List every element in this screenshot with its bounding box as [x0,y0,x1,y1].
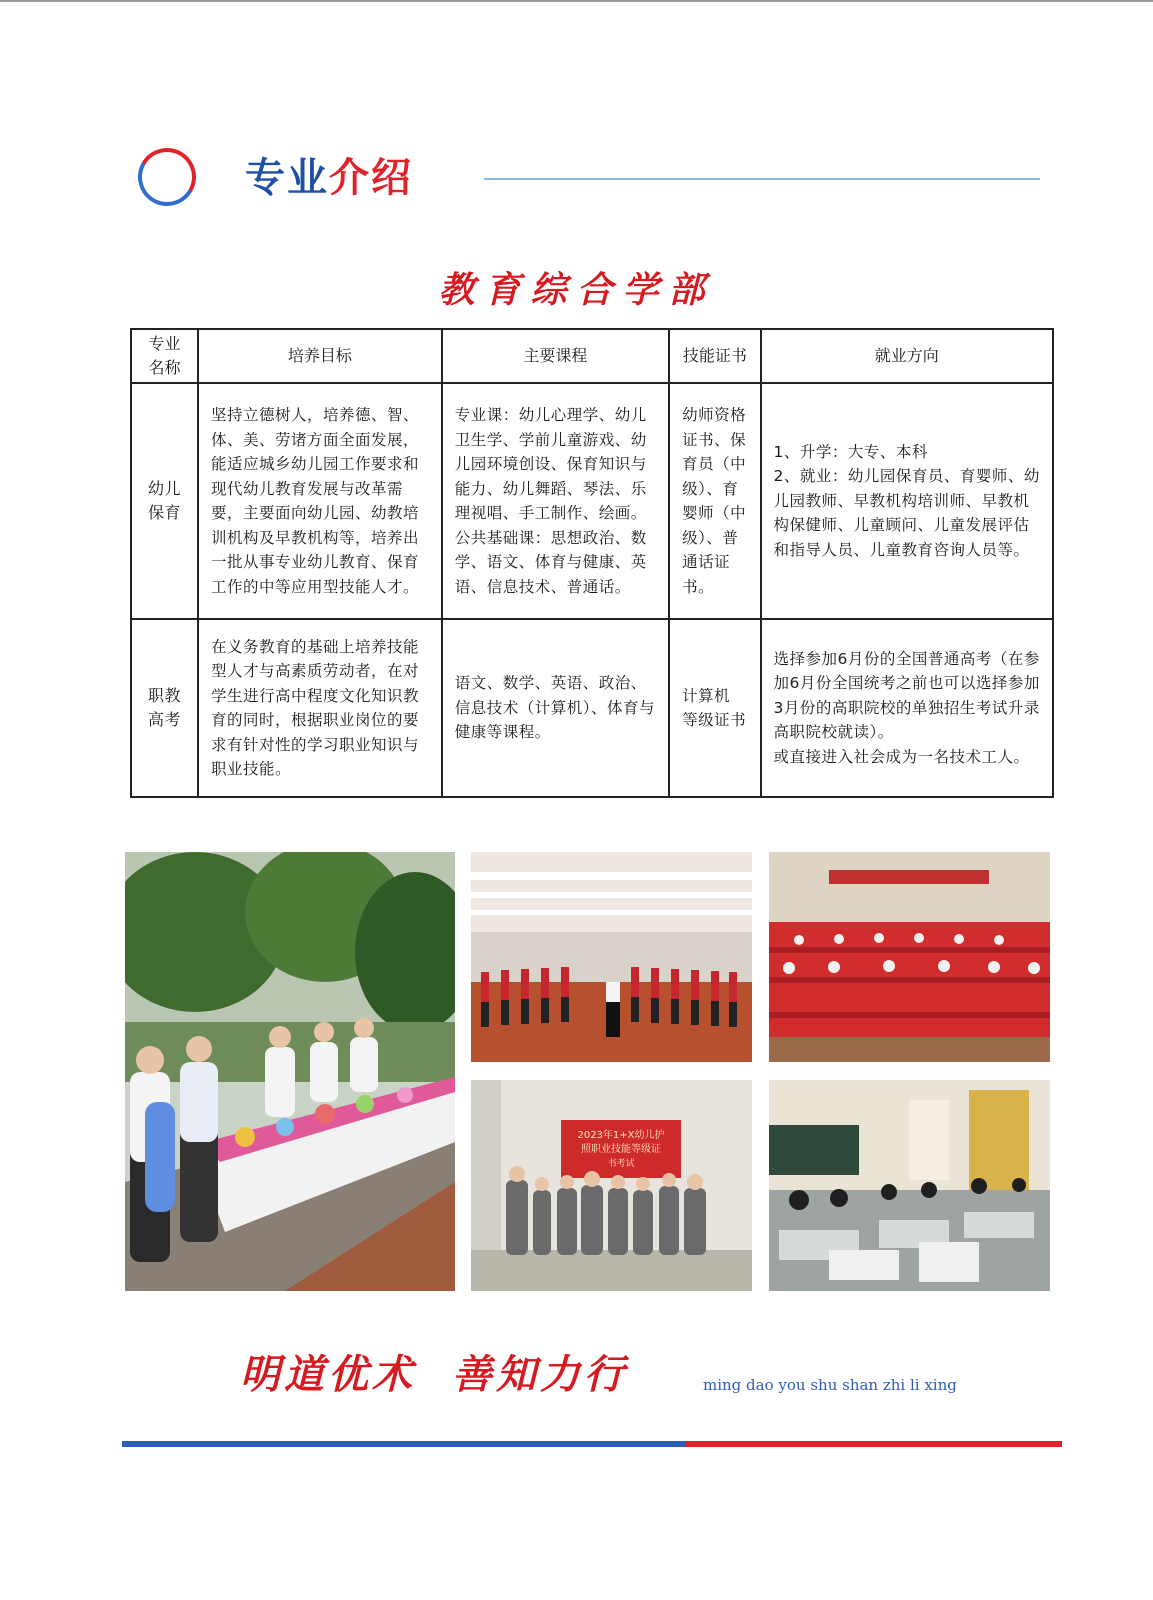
certificates-cell [669,383,760,619]
career-cell [761,619,1053,797]
col-header-certificates: 技能证书 [669,329,760,383]
goal-text: 坚持立德树人，培养德、智、体、美、劳诸方面全面发展，能适应城乡幼儿园工作要求和现代幼儿教育发展与改革需要，主要面向幼儿园、幼教培训机构及早教机构等，培养出一批从事专业幼儿教育、保育工作的中等应用型技能人才。 [211,406,420,596]
career-text: 选择参加6月份的全国普通高考（在参加6月份全国统考之前也可以选择参加3月份的高职院校的单独招生考试升录高职院校就读）。 或直接进入社会成为一名技术工人。 [773,649,1040,766]
header-divider [484,178,1040,180]
major-name-text: 幼儿 保育 [148,478,182,522]
banner-line3: 书考试 [607,1159,635,1169]
certificates-cell [669,619,760,797]
certificates-text: 幼师资格证书、保育员（中级）、育婴师（中级）、普通话证书。 [682,406,747,596]
photo-classroom-study [769,1080,1050,1291]
goal-text: 在义务教育的基础上培养技能型人才与高素质劳动者，在对学生进行高中程度文化知识教育的同时，根据职业岗位的要求有针对性的学习职业知识与职业技能。 [211,637,420,778]
top-rule [0,0,1153,2]
goal-cell [198,383,442,619]
bottom-bar-red [686,1441,1062,1447]
section-title-part2: 介绍 [329,155,413,201]
major-name [131,383,198,619]
col-header-career: 就业方向 [761,329,1053,383]
banner-line1: 2023年1+X幼儿护 [577,1130,665,1141]
section-title [245,152,413,204]
col-header-name-text: 专业 名称 [148,334,181,377]
table-row [131,619,1053,797]
career-cell [761,383,1053,619]
majors-table [130,328,1054,798]
major-name [131,619,198,797]
goal-cell [198,619,442,797]
department-title: 教育综合学部 [438,269,715,311]
major-name-text: 职教 高考 [148,685,182,729]
table-row [131,383,1053,619]
header-circle-icon [131,141,202,212]
courses-text: 专业课：幼儿心理学、幼儿卫生学、学前儿童游戏、幼儿园环境创设、保育知识与能力、幼儿舞蹈、琴法、乐理视唱、手工制作、绘画。 公共基础课：思想政治、数学、语文、体育与健康、英语、信息技术、普通话。 [454,406,647,596]
slogan-part2: 善知力行 [452,1351,628,1398]
courses-text: 语文、数学、英语、政治、信息技术（计算机）、体育与健康等课程。 [454,674,655,742]
table-header-row [131,329,1053,383]
certificates-text: 计算机 等级证书 [682,686,747,729]
slogan [240,1350,628,1400]
col-header-name [131,329,198,383]
slogan-part1: 明道优术 [240,1351,416,1398]
photo-dance-hall [471,852,752,1062]
col-header-courses: 主要课程 [442,329,669,383]
photo-outdoor-craft-display [125,852,455,1291]
courses-cell [442,383,669,619]
career-text: 1、升学：大专、本科 2、就业：幼儿园保育员、育婴师、幼儿园教师、早教机构培训师、早教机构保健师、儿童顾问、儿童发展评估和指导人员、儿童教育咨询人员等。 [773,442,1040,559]
section-title-part1: 专业 [245,155,329,201]
slogan-pinyin: ming dao you shu shan zhi li xing [703,1376,957,1394]
courses-cell [442,619,669,797]
col-header-goal: 培养目标 [198,329,442,383]
bottom-bar-blue [122,1441,686,1447]
banner-line2: 照职业技能等级证 [581,1144,661,1155]
photo-auditorium-exam [769,852,1050,1062]
photo-certificate-exam-group [471,1080,752,1291]
